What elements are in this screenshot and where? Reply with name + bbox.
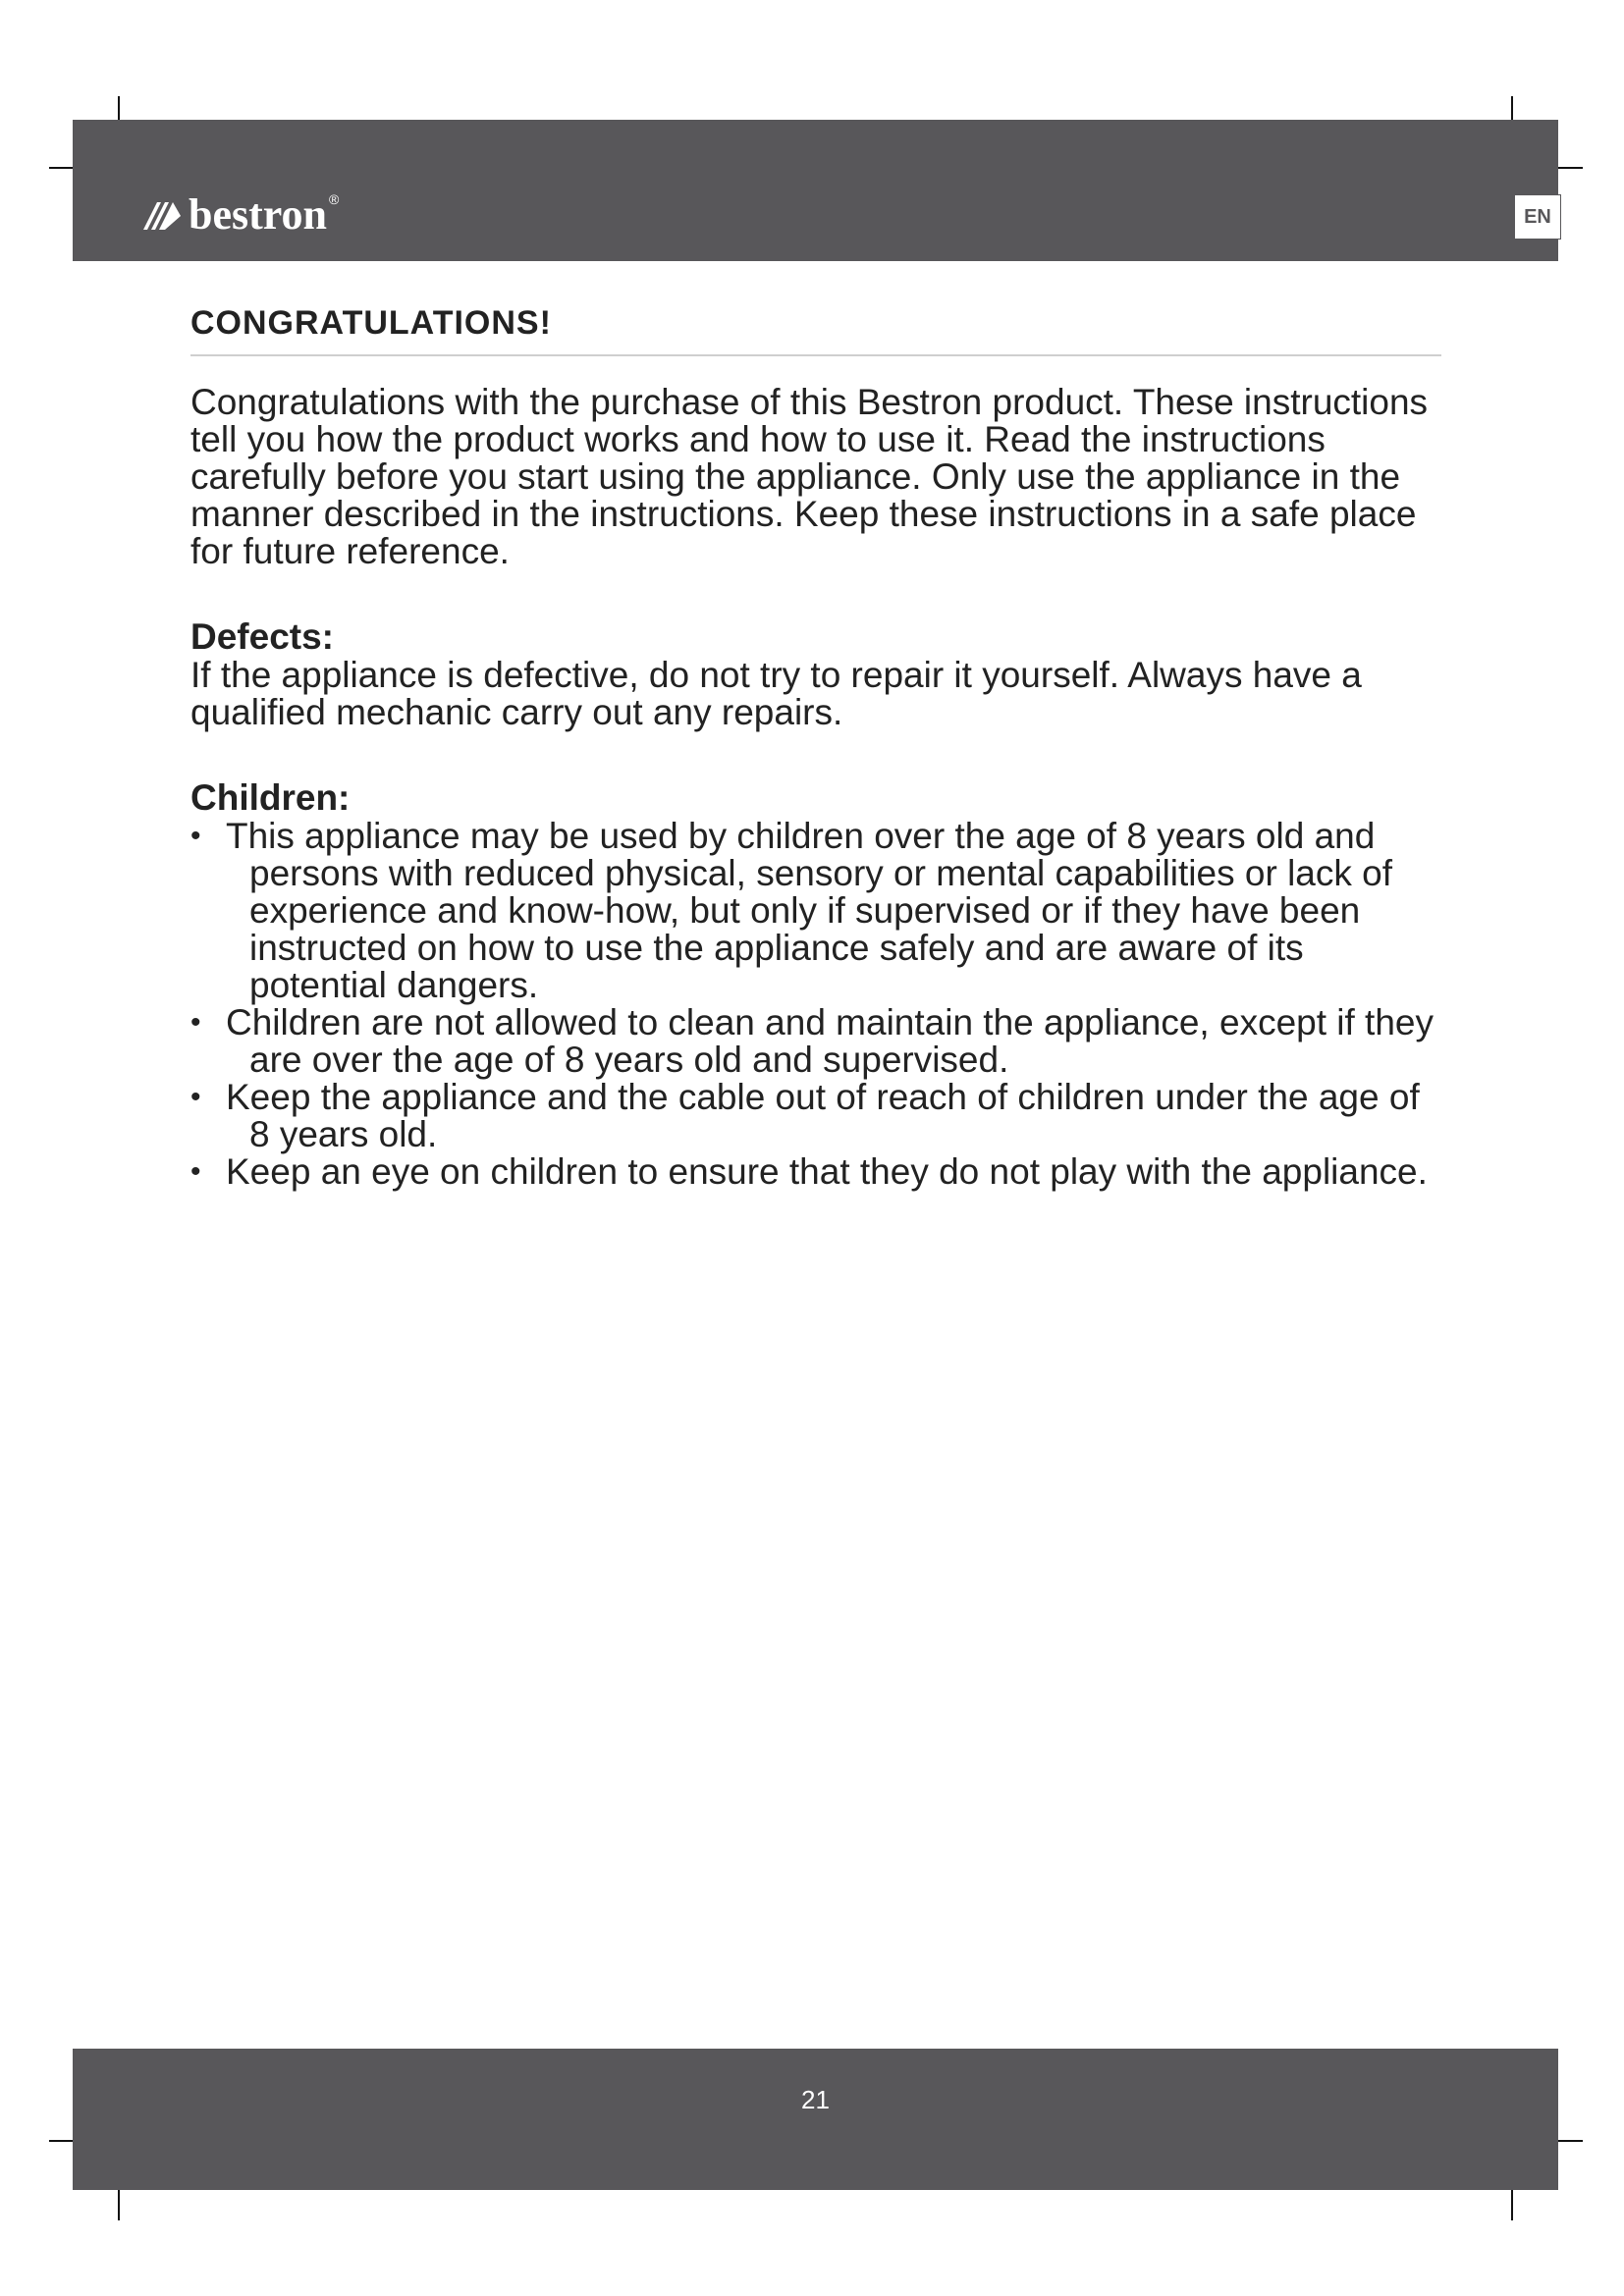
bullet-icon: • (190, 1155, 201, 1188)
list-item (190, 1004, 1441, 1079)
children-list (190, 818, 1441, 1191)
children-heading: Children: (190, 777, 351, 818)
header-bar (73, 120, 1558, 261)
list-item (190, 818, 1441, 1004)
bullet-icon: • (190, 1006, 201, 1039)
language-badge: EN (1514, 194, 1561, 240)
list-item-text: Keep the appliance and the cable out of reach of children under the age of 8 years old. (226, 1077, 1420, 1154)
page-title: CONGRATULATIONS! (190, 304, 552, 342)
intro-paragraph: Congratulations with the purchase of this Bestron product. These instructions tell you how the product works and how to use it. Read the instructions carefully before you start using the appliance. Only use the appliance in the manner described in the instructions. Keep these instructions in a safe place for future reference. (190, 382, 1429, 571)
list-item-text: Children are not allowed to clean and maintain the appliance, except if they are over the age of 8 years old and supervised. (226, 1002, 1434, 1080)
page-number: 21 (801, 2085, 830, 2114)
brand-name: bestron (189, 190, 327, 239)
list-item-text: This appliance may be used by children over the age of 8 years old and persons with reduced physical, sensory or mental capabilities or lack of experience and know-how, but only if supervised or if they have been instructed on how to use the appliance safely and are aware of its potential dangers. (226, 816, 1393, 1005)
main-content (190, 299, 1441, 1191)
footer-bar (73, 2049, 1558, 2190)
brand-logo (141, 190, 339, 240)
registered-mark: ® (328, 191, 340, 207)
defects-text: If the appliance is defective, do not try to repair it yourself. Always have a qualified mechanic carry out any repairs. (190, 655, 1362, 732)
chevron-logo-icon (141, 194, 183, 236)
list-item (190, 1153, 1441, 1191)
title-divider (190, 354, 1441, 356)
list-item (190, 1079, 1441, 1153)
bullet-icon: • (190, 1081, 201, 1113)
list-item-text: Keep an eye on children to ensure that they do not play with the appliance. (226, 1151, 1428, 1192)
bullet-icon: • (190, 820, 201, 852)
defects-heading: Defects: (190, 616, 334, 657)
